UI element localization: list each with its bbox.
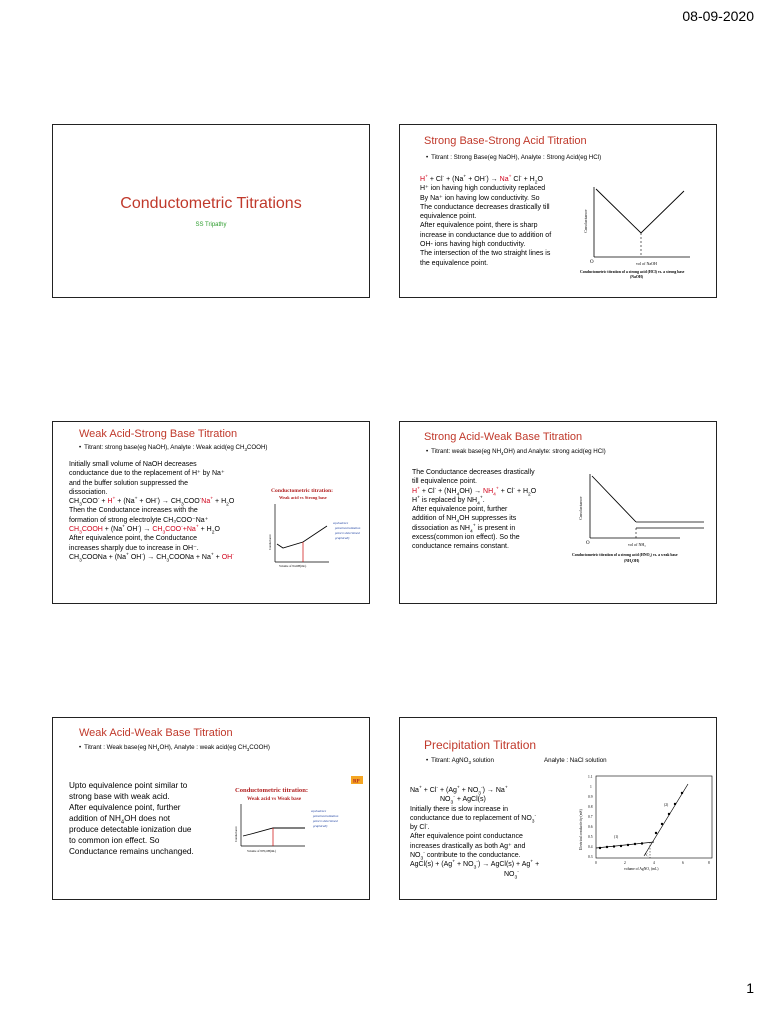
page-number: 1	[746, 980, 754, 996]
s5-line-1: Upto equivalence point similar to	[69, 781, 188, 790]
slide-6-bullet-1: • Titrant: AgNO$_3$ solution	[426, 757, 494, 764]
s2-caption-1: Conductometric titration of a strong acid (HCl) vs. a strong base	[580, 270, 685, 274]
s5-line-6: to common ion effect. So	[69, 836, 160, 845]
s4-origin: O	[586, 541, 590, 546]
s6-ytick-7: 0.5	[588, 835, 593, 839]
s3-curve	[277, 526, 327, 548]
s3-xlabel: Volume of NaOH(mL)	[279, 564, 307, 568]
s2-line-7: increase in conductance due to addition of	[420, 231, 552, 239]
s6-line-4: conductance due to replacement of $NO_3^-$	[410, 813, 537, 825]
s6-line-2: $NO_3^-$ + AgCl(s)	[440, 794, 486, 806]
s6-xtick-2: 2	[624, 861, 626, 865]
s6-label-2: (2)	[664, 803, 669, 807]
s3-note-1: equivalence	[333, 521, 349, 525]
s3-line-10: increases sharply due to increase in OH⁻.	[69, 544, 199, 552]
s6-xtick-4: 6	[682, 861, 684, 865]
s2-ylabel: Conductance	[583, 209, 588, 233]
slide-2-bullet: • Titrant : Strong Base(eg NaOH), Analyte : Strong Acid(eg HCl)	[426, 154, 601, 161]
s6-ytick-6: 0.6	[588, 825, 593, 829]
s2-curve	[596, 189, 684, 233]
slide-6-bullet-2: Analyte : NaCl solution	[544, 757, 607, 764]
s6-ylabel: Electrical conductivity (mS)	[579, 809, 583, 850]
slide-2-body	[420, 175, 551, 268]
s6-point	[655, 832, 657, 834]
s6-point	[613, 845, 615, 847]
s6-label-1: (1)	[614, 835, 619, 839]
s2-line-6: After equivalence point, there is sharp	[420, 222, 538, 230]
slide-strong-acid-weak-base	[399, 421, 717, 604]
s6-line-1: $Na^+ + Cl^- + (Ag^+ + NO_3^-) \to Na^+$	[410, 785, 508, 797]
s2-line-8: OH- ions having high conductivity.	[420, 241, 526, 249]
s3-line-2: conductance due to the replacement of H⁺ by Na⁺	[69, 470, 225, 478]
s4-line-9: conductance remains constant.	[412, 543, 509, 551]
s5-xlabel: Volume of NH₄OH(mL)	[247, 849, 277, 853]
s4-graph	[572, 470, 717, 572]
slide-5-bullet: • Titrant : Weak base(eg $NH_4OH$), Analyte : weak acid(eg $CH_3COOH$)	[79, 744, 270, 751]
s6-points	[599, 792, 683, 849]
slide-1-title: Conductometric Titrations	[120, 195, 302, 212]
slide-5-title: Weak Acid-Weak Base Titration	[79, 727, 233, 739]
s3-line-3: and the buffer solution suppressed the	[69, 479, 188, 487]
s5-graph-title-1: Conductometric titration:	[235, 787, 309, 794]
s6-line-1-fit	[596, 842, 654, 848]
s6-ytick-2: 1	[590, 785, 592, 789]
s5-line-5: produce detectable ionization due	[69, 825, 192, 834]
s4-line-7: dissociation as $NH_4^+$ is present in	[412, 523, 516, 535]
s6-xtick-3: 4	[653, 861, 655, 865]
s6-yticks	[588, 775, 593, 859]
slide-4-body	[412, 468, 536, 552]
s6-ytick-1: 1.1	[588, 775, 593, 779]
s6-graph	[574, 772, 716, 882]
slide-weak-acid-strong-base	[52, 421, 370, 604]
slide-5-body	[69, 780, 194, 857]
s5-note-4: graphically	[313, 824, 328, 828]
slide-3-body	[69, 460, 234, 562]
s2-line-3: By Na⁺ ion having low conductivity. So	[420, 194, 540, 202]
s6-ve-label: Vₑ	[645, 853, 649, 857]
s6-line-2-fit	[644, 784, 688, 856]
s5-note-3: point is determined	[313, 819, 338, 823]
s3-line-8: $CH_3COOH + (Na^+$ $OH^-) \to CH_3COO^-+Na^+ + H_2O$	[69, 524, 220, 536]
s6-point	[641, 842, 643, 844]
s2-line-1: H+ + Cl- + (Na+ + OH-) → Na+ $Cl^- + H_2O$	[420, 174, 543, 186]
s4-line-6: addition of $NH_4OH$ suppresses its	[412, 515, 517, 525]
s6-point	[634, 843, 636, 845]
s2-line-2: H⁺ ion having high conductivity replaced	[420, 185, 546, 193]
s3-line-9: After equivalence point, the Conductance	[69, 535, 198, 543]
s6-line-9: AgCl(s) + $(Ag^+ + NO_3^-)$ → AgCl(s) + Ag+ +	[410, 860, 540, 871]
s4-line-1: The Conductance decreases drastically	[412, 469, 535, 476]
s5-graph-title-2: Weak acid vs Weak base	[247, 796, 302, 802]
s3-graph-title-2: Weak acid vs Strong base	[279, 495, 327, 500]
s6-line-3: Initially there is slow increase in	[410, 805, 509, 813]
s2-graph	[580, 181, 716, 285]
s6-ytick-9: 0.3	[588, 855, 593, 859]
s4-line-4: H+ is replaced by $NH_4^+$.	[412, 495, 485, 507]
s4-line-5: After equivalence point, further	[412, 506, 508, 514]
s3-line-5: $CH_3COO^- + H^+ + (Na^+ + OH^-) \to CH_3COO^-Na^+ + H_2O$	[69, 496, 235, 508]
s4-curve-down	[592, 476, 636, 522]
s3-graph-title-1: Conductometric titration:	[271, 488, 333, 494]
slide-6-title: Precipitation Titration	[424, 738, 537, 752]
s6-ytick-4: 0.8	[588, 805, 593, 809]
s3-note-3: point is determined	[335, 531, 360, 535]
s6-point	[668, 813, 670, 815]
s6-ytick-8: 0.4	[588, 845, 593, 849]
slide-weak-acid-weak-base	[52, 717, 370, 900]
s6-ytick-3: 0.9	[588, 795, 593, 799]
s3-line-1: Initially small volume of NaOH decreases	[69, 461, 197, 468]
s3-ylabel: Conductance	[268, 534, 272, 550]
slide-6-body	[410, 786, 539, 879]
s6-line-5: by Cl-.	[410, 822, 430, 832]
s6-point	[606, 846, 608, 848]
s3-line-6: Then the Conductance increases with the	[69, 507, 198, 515]
s6-point	[627, 844, 629, 846]
s4-line-8: excess(common ion effect). So the	[412, 534, 520, 542]
s6-line-10: $NO_3^-$	[504, 869, 519, 881]
slide-precipitation-titration	[399, 717, 717, 900]
s2-line-4: The conductance decreases drastically till	[420, 203, 550, 211]
s3-line-4: dissociation.	[69, 488, 108, 496]
s3-note-2: point/neutralization	[335, 526, 361, 530]
s5-line-3: After equivalence point, further	[69, 803, 181, 812]
slide-4-bullet: • Titrant: weak base(eg $NH_4OH$) and Analyte: strong acid(eg HCl)	[426, 448, 606, 455]
header-date: 08-09-2020	[682, 8, 754, 24]
s6-point	[661, 823, 663, 825]
s2-origin: O	[590, 260, 594, 265]
s4-caption-1: Conductometric titration of a strong acid (HNO₃) vs. a weak base	[572, 553, 678, 557]
s4-ylabel: Conductance	[578, 496, 583, 520]
s6-ytick-5: 0.7	[588, 815, 593, 819]
s3-graph	[265, 484, 370, 568]
s6-xtick-5: 8	[708, 861, 710, 865]
s6-point	[599, 847, 601, 849]
slide-3-bullet: • Titrant: strong base(eg NaOH), Analyte : Weak acid(eg $CH_3COOH$)	[79, 444, 267, 451]
s5-ylabel: Conductance	[234, 826, 238, 842]
s6-xticks	[595, 861, 710, 865]
s4-xlabel: vol of NH₃	[628, 542, 646, 547]
s6-xtick-1: 0	[595, 861, 597, 865]
s5-graph	[229, 772, 369, 858]
s5-curve	[243, 828, 305, 836]
s5-line-2: strong base with weak acid.	[69, 792, 170, 801]
s5-badge-text: RP	[353, 779, 360, 785]
s5-line-4: addition of $NH_4OH$ does not	[69, 814, 171, 826]
s2-line-9: The intersection of the two straight lines is	[420, 250, 551, 258]
s6-point	[620, 845, 622, 847]
s5-note-1: equivalence	[311, 809, 327, 813]
s3-note-4: graphically	[335, 536, 350, 540]
s6-xlabel: volume of AgNO₃ (mL)	[624, 867, 659, 871]
s2-line-5: equivalence point.	[420, 213, 477, 221]
s5-line-7: Conductance remains unchanged.	[69, 847, 194, 856]
s4-caption-2: (NH₄OH)	[624, 559, 640, 563]
s6-point	[681, 792, 683, 794]
s3-line-7: formation of strong electrolyte CH₃COO⁻Na⁺	[69, 516, 209, 524]
s2-caption-2: (NaOH)	[630, 275, 644, 279]
s4-line-3: $H^+ + Cl^- + (NH_4OH) \to NH_4^+ + Cl^- + H_2O$	[412, 486, 537, 497]
slide-2-title: Strong Base-Strong Acid Titration	[424, 135, 587, 147]
s3-line-11: $CH_3COONa + (Na^+$ $OH^-) \to CH_3COONa + Na^+ + OH^-$	[69, 552, 234, 564]
slide-3-title: Weak Acid-Strong Base Titration	[79, 428, 238, 440]
slide-1-author: SS Tripathy	[195, 222, 227, 228]
s4-line-2: till equivalence point.	[412, 478, 477, 486]
s6-line-7: increases drastically as both Ag⁺ and	[410, 842, 526, 850]
slide-title	[52, 124, 370, 298]
s6-line-8: $NO_3^-$ contribute to the conductance.	[410, 850, 521, 862]
slide-strong-base-strong-acid	[399, 124, 717, 298]
s6-line-6: After equivalence point conductance	[410, 833, 523, 841]
slide-4-title: Strong Acid-Weak Base Titration	[424, 431, 583, 443]
s2-line-10: the equivalence point.	[420, 259, 489, 267]
s2-xlabel: vol of NaOH	[636, 261, 657, 266]
s5-note-2: point/neutralization	[313, 814, 339, 818]
s6-point	[674, 803, 676, 805]
